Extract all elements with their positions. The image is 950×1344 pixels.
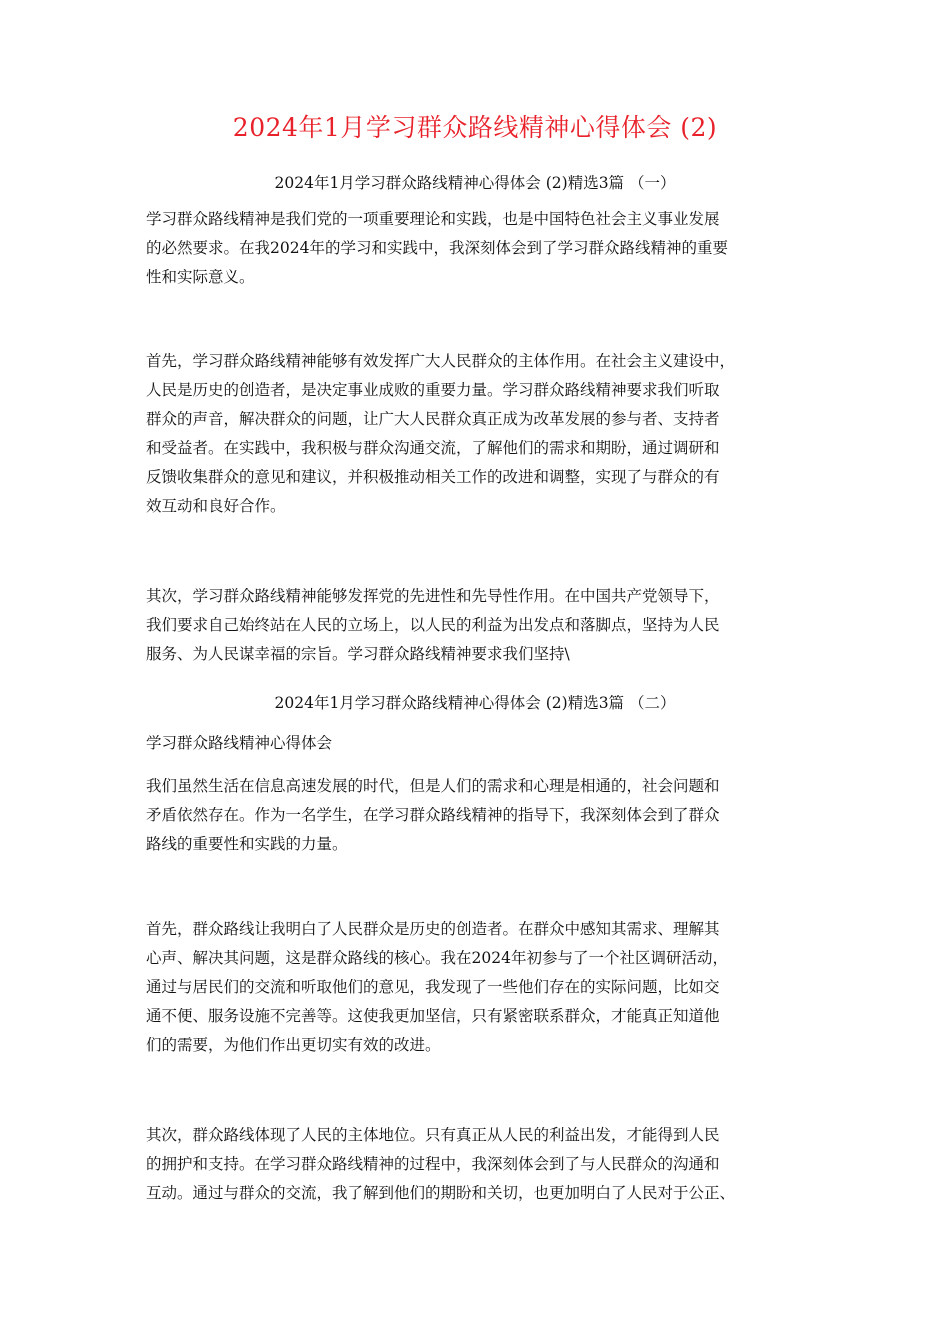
text-line: 和受益者。在实践中，我积极与群众沟通交流，了解他们的需求和期盼，通过调研和 [146,439,720,457]
text-line: 效互动和良好合作。 [146,497,286,515]
paragraph-2-4 [146,1121,826,1208]
text-line: 其次，学习群众路线精神能够发挥党的先进性和先导性作用。在中国共产党领导下， [146,587,720,605]
paragraph-2-3 [146,915,826,1060]
paragraph-1-3 [146,582,826,669]
section-heading-1: 2024年1月学习群众路线精神心得体会 (2)精选3篇 （一） [274,174,676,192]
text-line: 首先，群众路线让我明白了人民群众是历史的创造者。在群众中感知其需求、理解其 [146,920,720,938]
text-line: 路线的重要性和实践的力量。 [146,835,348,853]
document-title: 2024年1月学习群众路线精神心得体会 (2) [232,113,718,142]
text-line: 群众的声音，解决群众的问题，让广大人民群众真正成为改革发展的参与者、支持者 [146,410,720,428]
section-heading-2: 2024年1月学习群众路线精神心得体会 (2)精选3篇 （二） [274,694,676,712]
text-line: 矛盾依然存在。作为一名学生，在学习群众路线精神的指导下，我深刻体会到了群众 [146,806,720,824]
text-line: 人民是历史的创造者，是决定事业成败的重要力量。学习群众路线精神要求我们听取 [146,381,720,399]
text-line: 我们虽然生活在信息高速发展的时代，但是人们的需求和心理是相通的，社会问题和 [146,777,720,795]
paragraph-1-2 [146,347,826,521]
paragraph-2-2 [146,772,826,859]
text-line: 通不便、服务设施不完善等。这使我更加坚信，只有紧密联系群众，才能真正知道他 [146,1007,720,1025]
text-line: 我们要求自己始终站在人民的立场上，以人民的利益为出发点和落脚点，坚持为人民 [146,616,720,634]
text-line: 心声、解决其问题，这是群众路线的核心。我在2024年初参与了一个社区调研活动， [146,949,728,967]
text-line: 反馈收集群众的意见和建议，并积极推动相关工作的改进和调整，实现了与群众的有 [146,468,720,486]
text-line: 们的需要，为他们作出更切实有效的改进。 [146,1036,441,1054]
text-line: 的拥护和支持。在学习群众路线精神的过程中，我深刻体会到了与人民群众的沟通和 [146,1155,720,1173]
text-line: 的必然要求。在我2024年的学习和实践中，我深刻体会到了学习群众路线精神的重要 [146,239,728,257]
text-line: 其次，群众路线体现了人民的主体地位。只有真正从人民的利益出发，才能得到人民 [146,1126,720,1144]
text-line: 学习群众路线精神是我们党的一项重要理论和实践，也是中国特色社会主义事业发展 [146,210,720,228]
text-line: 服务、为人民谋幸福的宗旨。学习群众路线精神要求我们坚持\ [146,645,570,663]
text-line: 性和实际意义。 [146,268,255,286]
text-line: 通过与居民们的交流和听取他们的意见，我发现了一些他们存在的实际问题，比如交 [146,978,720,996]
text-line: 首先，学习群众路线精神能够有效发挥广大人民群众的主体作用。在社会主义建设中， [146,352,736,370]
paragraph-1-1 [146,205,826,292]
text-line: 互动。通过与群众的交流，我了解到他们的期盼和关切，也更加明白了人民对于公正、 [146,1184,736,1202]
text-line: 学习群众路线精神心得体会 [146,734,333,752]
paragraph-2-1 [146,729,826,758]
